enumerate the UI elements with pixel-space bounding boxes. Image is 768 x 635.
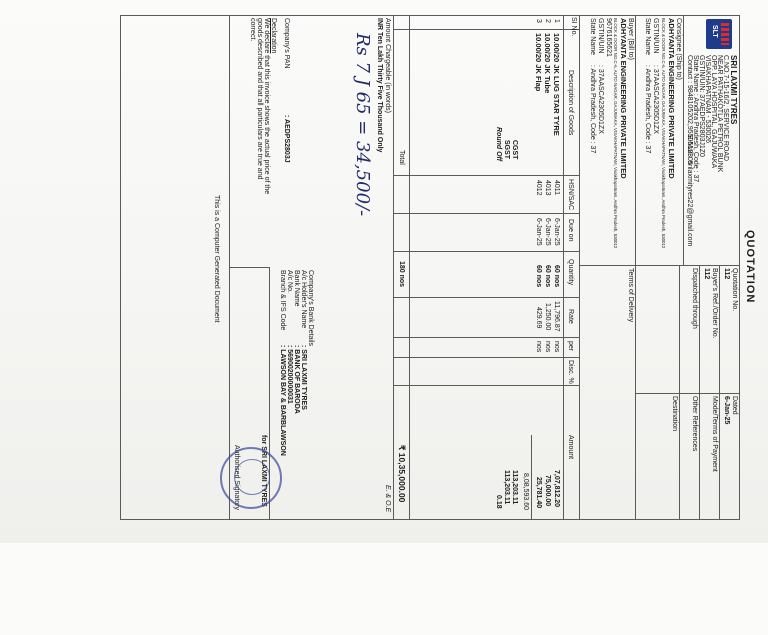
th-rate: Rate (567, 309, 574, 324)
logo-stripes (721, 23, 729, 45)
declaration-line-3: correct. (249, 18, 256, 42)
footer-note: This is a Computer Generated Document (213, 195, 220, 323)
table-header-bottom (563, 15, 564, 520)
row2-qty: 60 nos (544, 265, 551, 288)
mode-of-payment-label: Mode/Terms of Payment (711, 396, 718, 472)
pan-label: Company's PAN (283, 18, 290, 69)
th-sl: SI No. (570, 17, 577, 37)
total-row-top (409, 15, 410, 520)
dispatched-through-label: Dispatched through (691, 268, 698, 329)
row1-sl: 1 (553, 19, 560, 23)
other-ref-label: Other References (691, 396, 698, 452)
th-amount: Amount (567, 435, 574, 460)
quotation-no-label: Quotation No. (731, 268, 738, 312)
col-sep-1 (394, 29, 580, 30)
total-label: Total (398, 150, 405, 165)
row1-desc: 10.00/20 JK LUG STAR TYRE (552, 33, 561, 136)
seller-addr-3: OPP. LAYA HOSPITAL, GAJUWAKA (710, 55, 717, 169)
seller-addr-1: C.NO.7-15-16/2, SERVICE ROAD (722, 55, 729, 162)
amount-words-label: Amount Chargeable (in words) (384, 18, 391, 113)
row3-sl: 3 (535, 19, 542, 23)
buyer-name: ADHYANTA ENGINEERING PRIVATE LIMITED (619, 18, 628, 179)
row3-desc: 10.00/20 JK Flap (534, 33, 543, 92)
bank-details-label: Company's Bank Details (307, 270, 314, 347)
col-sep-4 (394, 251, 580, 252)
row2-sl: 2 (544, 19, 551, 23)
sgst-value: 113,203.11 (503, 470, 510, 505)
eoe-note: E. & O.E (384, 485, 391, 513)
seller-bottom-line (683, 15, 684, 265)
grand-total: ₹ 10,35,000.00 (397, 445, 407, 503)
destination-label: Destination (671, 396, 678, 432)
th-quantity: Quantity (567, 259, 574, 286)
consignee-gstin: : 37AASCA2305D1ZX (652, 65, 659, 134)
page-title: QUOTATION (744, 230, 756, 304)
row3-qty: 60 nos (535, 265, 542, 288)
seller-state: State Name : Andhra Pradesh, Code : 37 (692, 55, 699, 183)
meta-row-4 (635, 265, 636, 520)
consignee-bottom-line (635, 15, 636, 265)
row2-desc: 10.00/20 JK Tube (543, 33, 552, 94)
buyer-ref-label: Buyer's Ref./Order No. (711, 268, 718, 339)
meta-row-1 (719, 265, 720, 520)
dated-label: Dated (731, 396, 738, 415)
roundoff-value: 0.18 (495, 495, 502, 509)
meta-divider (636, 393, 740, 394)
bank-name-label: Bank Name (293, 270, 300, 307)
header-bottom-line (579, 15, 580, 520)
logo-text: SLT (711, 25, 718, 38)
cgst-value: 113,203.11 (511, 470, 518, 505)
bank-holder-value: : SRI LAXMI TYRES (300, 345, 307, 410)
meta-row-3 (679, 265, 680, 520)
consignee-gstin-label: GSTIN/UIN (652, 18, 659, 54)
terms-of-delivery-label: Terms of Delivery (627, 268, 634, 323)
border-bottom (120, 15, 121, 520)
row1-hsn: 4011 (553, 180, 560, 196)
seller-addr-2: NEAR PATHAKOTLA PETROL BUNK (716, 55, 723, 173)
consignee-label: Consignee (Ship to) (675, 18, 682, 80)
company-logo (706, 19, 732, 49)
col-sep-5 (394, 297, 580, 298)
buyer-ref-value: 112 (703, 268, 710, 280)
col-sep-8 (394, 385, 580, 386)
seller-gstin: GSTIN/UIN: 37AEDPS2803J1Z0 (698, 55, 705, 157)
row3-due: 6-Jan-25 (535, 218, 542, 246)
buyer-address: BLOCK & DOOR NO.C-6, AUTO NAGAR, GAJUWAKA, VISAKHAPATNAM, Visakhapatnam, Andhra Pradesh, 530012 (613, 18, 618, 249)
row1-due: 6-Jan-25 (553, 218, 560, 246)
quotation-document (213, 15, 756, 635)
bank-holder-label: A/c Holder's Name (300, 270, 307, 329)
subtotal-rule (531, 435, 532, 520)
row2-per: nos (544, 341, 551, 353)
consignee-state-label: State Name (644, 18, 651, 55)
authorised-signatory: Authorised Signatory (233, 445, 240, 510)
th-description: Description of Goods (567, 70, 574, 136)
border-right (120, 519, 740, 520)
amount-words-value: INR Ten Lakh Thirty Five Thousand Only (376, 18, 383, 153)
seller-contact: Contact : 9848105202,9550512305 (686, 55, 693, 165)
consignee-address: BLOCK & DOOR NO.C-6, AUTO NAGAR, GAJUWAKA, VISAKHAPATNAM, Visakhapatnam, Andhra Pradesh, 530012 (661, 18, 666, 249)
row3-rate: 429.69 (535, 307, 542, 329)
company-seal (220, 447, 282, 509)
consignee-state: : Andhra Pradesh, Code : 37 (644, 65, 651, 154)
company-seal-inner (234, 459, 270, 495)
row1-qty: 60 nos (553, 265, 560, 288)
declaration-line-2: goods described and that all particulars are true and (256, 18, 263, 180)
handwritten-note: Rs 7 J 65 = 34,500/- (352, 33, 373, 217)
row2-rate: 1,250.00 (544, 303, 551, 331)
cgst-label: CGST (511, 140, 518, 160)
row1-amount: 7,07,812.20 (553, 470, 560, 507)
th-disc: Disc. % (567, 360, 574, 384)
buyer-state-label: State Name (589, 18, 596, 55)
row1-rate: 11,796.87 (553, 301, 560, 332)
row2-due: 6-Jan-25 (544, 218, 551, 246)
col-sep-7 (394, 357, 580, 358)
subtotal-value: 8,08,593.60 (522, 473, 529, 510)
roundoff-label: Round Off (495, 127, 502, 162)
col-sep-2 (394, 175, 580, 176)
row3-hsn: 4012 (535, 180, 542, 196)
seller-name: SRI LAXMI TYRES (729, 55, 738, 125)
buyer-gstin-label: GSTIN/UIN (597, 18, 604, 54)
declaration-line-1: We declare that this invoice shows the actual price of the (263, 18, 270, 195)
col-sep-3 (394, 213, 580, 214)
col-sep-6 (394, 337, 580, 338)
quotation-no: 112 (723, 268, 730, 280)
header-divider (580, 265, 740, 266)
pan-value: : AEDPS2803J (283, 115, 290, 163)
seller-email: E-Mail : srilaxmityres22@gmail.com (686, 135, 693, 247)
document-frame (120, 15, 756, 520)
row3-amount: 25,781.40 (535, 477, 542, 509)
th-due-on: Due on (567, 219, 574, 242)
meta-row-2 (699, 265, 700, 520)
total-quantity: 180 nos (398, 261, 405, 288)
buyer-phone: 9676165621 (605, 18, 612, 57)
row1-per: nos (553, 341, 560, 353)
signature-box-left (230, 267, 270, 268)
declaration-label: Declaration (270, 18, 277, 54)
signature-for: for SRI LAXMI TYRES (260, 435, 267, 507)
border-left (120, 15, 740, 16)
dated-value: 6-Jan-25 (723, 396, 730, 425)
row2-hsn: 4013 (544, 180, 551, 196)
border-top (739, 15, 740, 520)
row3-per: nos (535, 341, 542, 353)
th-per: per (567, 341, 574, 352)
buyer-gstin: : 37AASCA2305D1ZX (597, 65, 604, 134)
th-hsn: HSN/SAC (567, 179, 574, 211)
buyer-state: : Andhra Pradesh, Code : 37 (589, 65, 596, 154)
bank-branch-value: : LAWSON BAY & BARBLAWSON (279, 345, 286, 456)
bank-name-value: : BANK OF BARODA (293, 345, 300, 414)
consignee-name: ADHYANTA ENGINEERING PRIVATE LIMITED (667, 18, 676, 179)
bank-branch-label: Branch & IFS Code (279, 270, 286, 331)
bank-acno-value: : 56900200000031 (286, 345, 293, 404)
signature-box-bottom (229, 15, 230, 520)
sgst-label: SGST (503, 140, 510, 160)
seller-addr-4: VISAKHAPATNAM - 530026 (704, 55, 711, 144)
total-row-bottom (393, 15, 394, 520)
bank-acno-label: A/c No. (286, 270, 293, 293)
buyer-label: Buyer (Bill to) (627, 18, 634, 61)
row2-amount: 75,000.00 (544, 475, 551, 507)
